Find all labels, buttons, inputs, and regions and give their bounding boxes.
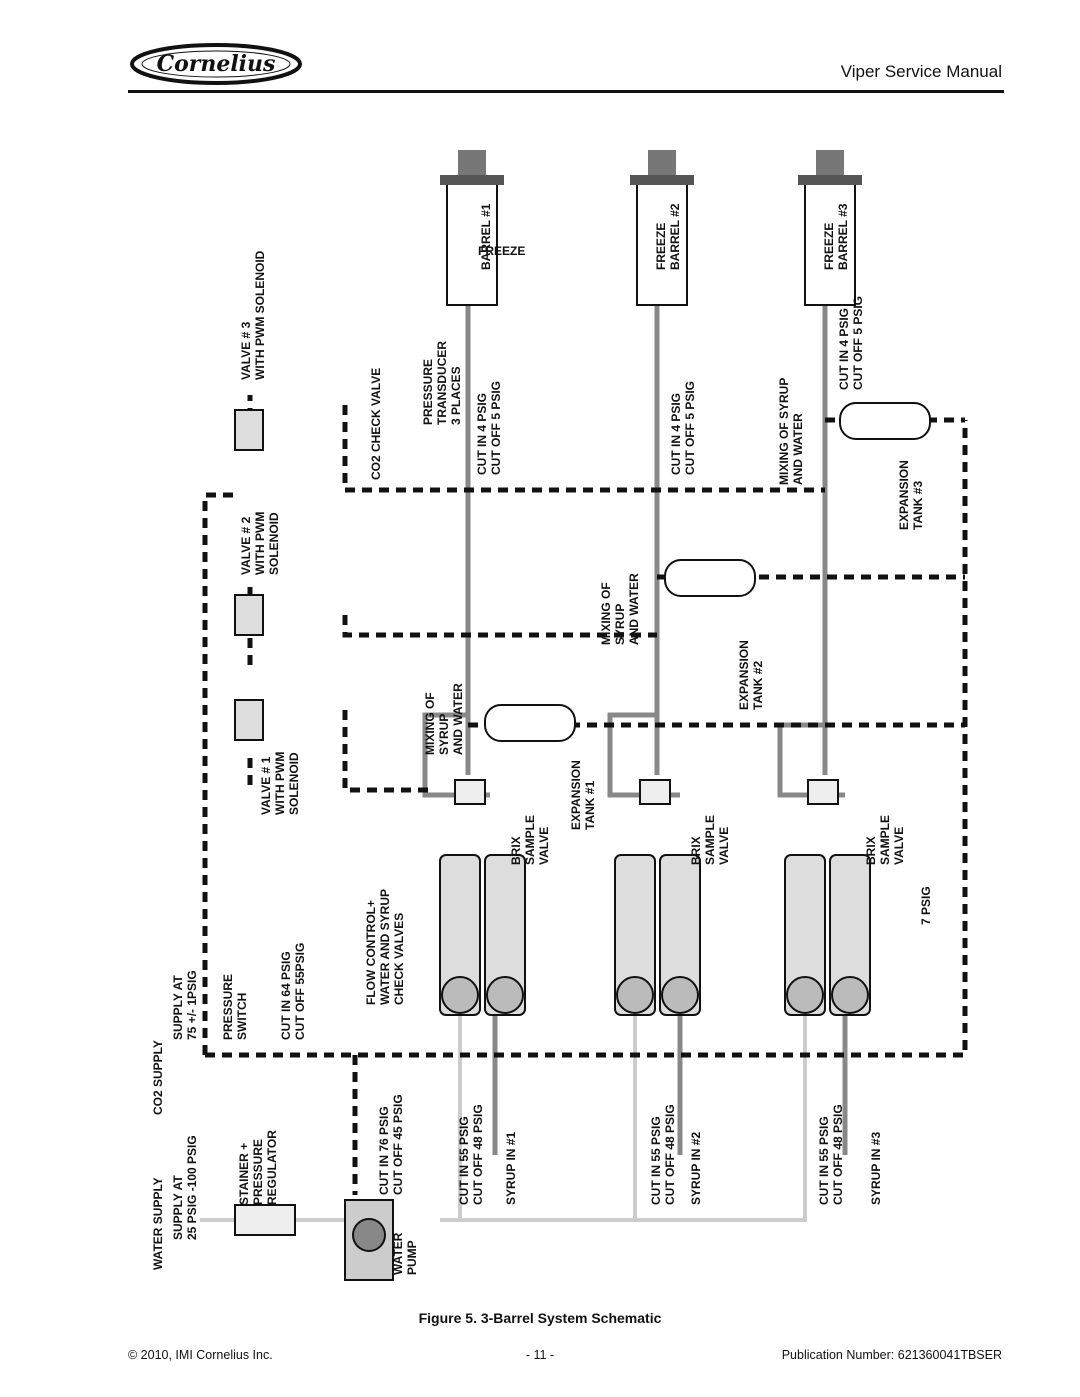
svg-text:MIXING OF: MIXING OF [599, 582, 613, 645]
svg-text:TANK #1: TANK #1 [583, 780, 597, 830]
co2-supply-label: CO2 SUPPLY [151, 1040, 165, 1115]
svg-text:SYRUP: SYRUP [437, 713, 451, 755]
svg-text:SWITCH: SWITCH [235, 992, 249, 1040]
svg-text:75 +/- 1PSIG: 75 +/- 1PSIG [185, 970, 199, 1040]
svg-text:CUT OFF 5 PSIG: CUT OFF 5 PSIG [683, 380, 697, 475]
svg-text:SAMPLE: SAMPLE [878, 814, 892, 865]
figure-caption: Figure 5. 3-Barrel System Schematic [418, 1310, 662, 1326]
expansion-tank-1 [485, 705, 575, 741]
svg-text:FLOW CONTROL+: FLOW CONTROL+ [364, 900, 378, 1005]
svg-text:PRESSURE: PRESSURE [251, 1138, 265, 1205]
svg-text:TANK #3: TANK #3 [911, 480, 925, 530]
header-rule [128, 90, 1004, 93]
svg-text:BRIX: BRIX [509, 836, 523, 865]
svg-text:25 PSIG -100 PSIG: 25 PSIG -100 PSIG [185, 1135, 199, 1240]
svg-text:VALVE # 2: VALVE # 2 [239, 516, 253, 575]
expansion-tank-2 [665, 560, 755, 596]
svg-text:PRESSURE: PRESSURE [421, 358, 435, 425]
cornelius-logo [128, 40, 304, 88]
svg-text:WATER: WATER [391, 1232, 405, 1275]
svg-text:VALVE: VALVE [717, 826, 731, 865]
svg-text:SYRUP IN #1: SYRUP IN #1 [504, 1131, 518, 1205]
svg-text:STAINER +: STAINER + [237, 1142, 251, 1205]
svg-text:TANK #2: TANK #2 [751, 660, 765, 710]
svg-text:BRIX: BRIX [689, 836, 703, 865]
svg-text:SOLENOID: SOLENOID [267, 512, 281, 575]
svg-text:EXPANSION: EXPANSION [569, 760, 583, 830]
svg-text:CUT IN 55 PSIG: CUT IN 55 PSIG [649, 1116, 663, 1205]
svg-text:AND WATER: AND WATER [627, 573, 641, 645]
svg-text:CUT OFF 5 PSIG: CUT OFF 5 PSIG [851, 295, 865, 390]
svg-text:SAMPLE: SAMPLE [523, 814, 537, 865]
svg-text:REGULATOR: REGULATOR [265, 1130, 279, 1205]
svg-text:CUT IN 76 PSIG: CUT IN 76 PSIG [377, 1106, 391, 1195]
svg-text:WITH PWM: WITH PWM [253, 511, 267, 575]
svg-text:MIXING OF: MIXING OF [423, 692, 437, 755]
logo-wordmark: Cornelius [156, 51, 276, 77]
strainer-regulator [235, 1205, 295, 1235]
document-title: Viper Service Manual [840, 62, 1002, 81]
svg-text:CUT IN 4 PSIG: CUT IN 4 PSIG [475, 392, 489, 475]
svg-text:WATER AND SYRUP: WATER AND SYRUP [378, 888, 392, 1005]
svg-text:CUT OFF 45 PSIG: CUT OFF 45 PSIG [391, 1094, 405, 1195]
svg-text:VALVE # 1: VALVE # 1 [259, 756, 273, 815]
svg-text:SAMPLE: SAMPLE [703, 814, 717, 865]
svg-text:WITH PWM: WITH PWM [273, 751, 287, 815]
svg-text:BARREL #1: BARREL #1 [479, 203, 493, 270]
svg-text:EXPANSION: EXPANSION [737, 640, 751, 710]
svg-text:7 PSIG: 7 PSIG [919, 886, 933, 925]
svg-text:WITH PWM SOLENOID: WITH PWM SOLENOID [253, 250, 267, 380]
svg-text:FREEZE: FREEZE [654, 222, 668, 270]
svg-text:CUT IN 4 PSIG: CUT IN 4 PSIG [837, 307, 851, 390]
svg-text:CUT IN 64 PSIG: CUT IN 64 PSIG [279, 951, 293, 1040]
footer-publication-number: Publication Number: 621360041TBSER [781, 1348, 1002, 1362]
svg-text:SYRUP IN #2: SYRUP IN #2 [689, 1131, 703, 1205]
svg-text:VALVE: VALVE [892, 826, 906, 865]
svg-text:FREEZE: FREEZE [478, 244, 526, 258]
svg-text:SYRUP IN #3: SYRUP IN #3 [869, 1131, 883, 1205]
svg-text:FREEZE: FREEZE [822, 222, 836, 270]
footer-page-number: - 11 - [525, 1348, 555, 1362]
water-supply-label: WATER SUPPLY [151, 1177, 165, 1270]
svg-text:PRESSURE: PRESSURE [221, 973, 235, 1040]
svg-text:VALVE # 3: VALVE # 3 [239, 321, 253, 380]
footer-copyright: © 2010, IMI Cornelius Inc. [128, 1348, 273, 1362]
svg-text:MIXING OF SYRUP: MIXING OF SYRUP [777, 377, 791, 485]
svg-text:CUT IN 55 PSIG: CUT IN 55 PSIG [817, 1116, 831, 1205]
flow-control-group-1 [440, 855, 525, 1015]
svg-text:CUT OFF 55PSIG: CUT OFF 55PSIG [293, 942, 307, 1040]
svg-text:SOLENOID: SOLENOID [287, 752, 301, 815]
svg-text:CUT OFF 5 PSIG: CUT OFF 5 PSIG [489, 380, 503, 475]
svg-text:BARREL #3: BARREL #3 [836, 203, 850, 270]
expansion-tank-3 [840, 403, 930, 439]
flow-control-group-2 [615, 855, 700, 1015]
water-pump [345, 1200, 393, 1280]
svg-text:VALVE: VALVE [537, 826, 551, 865]
svg-text:BRIX: BRIX [864, 836, 878, 865]
svg-text:EXPANSION: EXPANSION [897, 460, 911, 530]
svg-text:3 PLACES: 3 PLACES [449, 366, 463, 425]
water-lines [200, 1015, 805, 1220]
svg-text:SYRUP: SYRUP [613, 603, 627, 645]
svg-text:TRANSDUCER: TRANSDUCER [435, 341, 449, 425]
svg-text:CUT OFF 48 PSIG: CUT OFF 48 PSIG [663, 1104, 677, 1205]
svg-text:BARREL #2: BARREL #2 [668, 203, 682, 270]
svg-text:CO2 CHECK VALVE: CO2 CHECK VALVE [369, 367, 383, 480]
svg-text:CUT OFF 48 PSIG: CUT OFF 48 PSIG [831, 1104, 845, 1205]
svg-text:SUPPLY AT: SUPPLY AT [171, 1175, 185, 1240]
svg-text:CUT IN 55 PSIG: CUT IN 55 PSIG [457, 1116, 471, 1205]
svg-text:CHECK VALVES: CHECK VALVES [392, 912, 406, 1005]
svg-text:CUT OFF 48 PSIG: CUT OFF 48 PSIG [471, 1104, 485, 1205]
svg-text:AND WATER: AND WATER [451, 683, 465, 755]
svg-text:PUMP: PUMP [405, 1240, 419, 1275]
flow-control-group-3 [785, 855, 870, 1015]
barrel-system-schematic [140, 135, 980, 1285]
svg-text:AND WATER: AND WATER [791, 413, 805, 485]
svg-text:CUT IN 4 PSIG: CUT IN 4 PSIG [669, 392, 683, 475]
svg-text:SUPPLY AT: SUPPLY AT [171, 975, 185, 1040]
